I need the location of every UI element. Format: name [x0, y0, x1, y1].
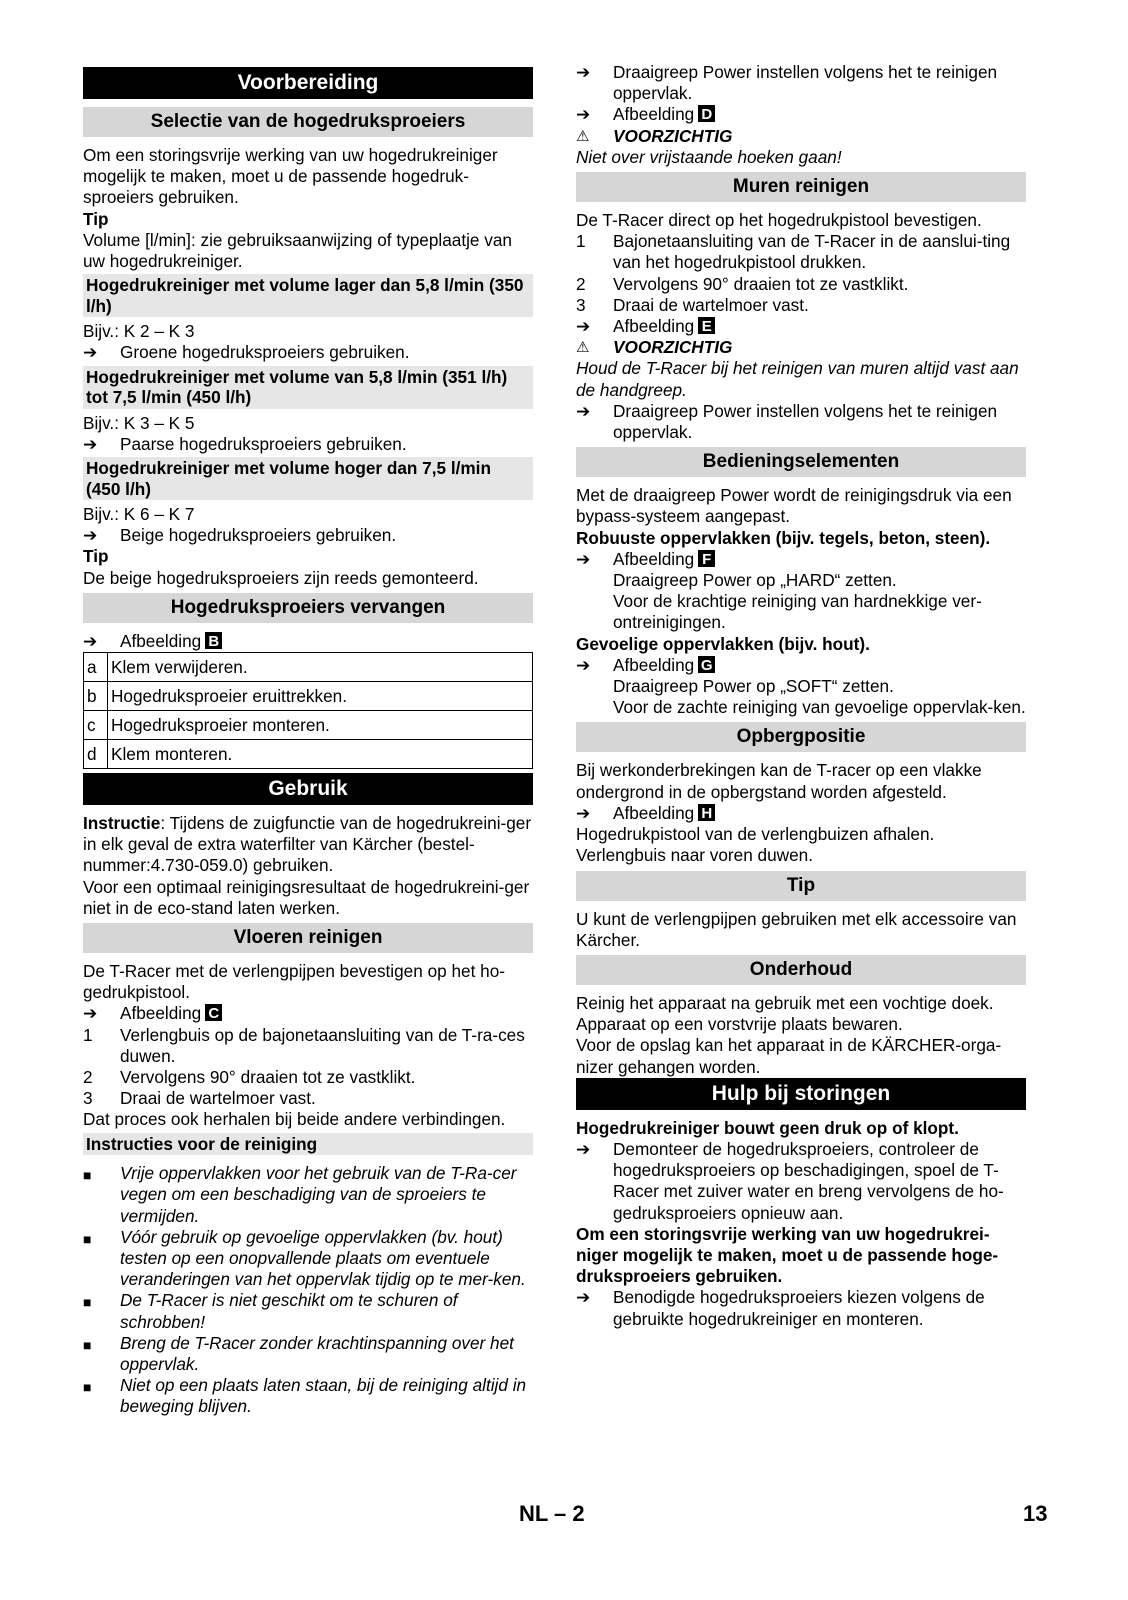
figure-reference: ➔ Afbeelding E: [576, 316, 1026, 337]
paragraph-select-intro: Om een storingsvrije werking van uw hogedrukreiniger mogelijk te maken, moet u de passende hogedruk-sproeiers gebruiken.: [83, 145, 498, 208]
paragraph-walls-intro: De T-Racer direct op het hogedrukpistool bevestigen.: [576, 210, 982, 231]
list-item: 1 Verlengbuis op de bajonetaansluiting van de T-ra-ces duwen.: [83, 1024, 525, 1066]
help-title: Hogedrukreiniger bouwt geen druk op of klopt.: [576, 1117, 959, 1138]
tip-text: De beige hogedruksproeiers zijn reeds gemonteerd.: [83, 567, 479, 588]
arrow-icon: ➔: [576, 105, 591, 125]
figure-badge: F: [698, 550, 715, 567]
left-column: [83, 67, 533, 1418]
warning-label: ⚠ VOORZICHTIG: [576, 337, 733, 358]
arrow-icon: ➔: [576, 317, 591, 337]
heading-selectie: Selectie van de hogedruksproeiers: [83, 107, 533, 137]
heading-opberg: Opbergpositie: [576, 722, 1026, 752]
example-low: Bijv.: K 2 – K 3: [83, 321, 195, 342]
figure-badge: E: [698, 317, 715, 334]
sensitive-line: Draaigreep Power op „SOFT“ zetten.: [613, 676, 894, 697]
steps-table: [83, 652, 533, 769]
figure-reference: ➔ Afbeelding G: [576, 655, 1026, 676]
tip-label: Tip: [83, 208, 109, 229]
list-item: 2 Vervolgens 90° draaien tot ze vastklikt.: [576, 273, 909, 294]
figure-reference: ➔ Afbeelding C: [83, 1003, 533, 1024]
storage-line: Hogedrukpistool van de verlengbuizen afhalen.: [576, 824, 935, 845]
help-title: Om een storingsvrije werking van uw hogedrukrei-niger mogelijk te maken, moet u de passende hoge-druksproeiers gebruiken.: [576, 1223, 999, 1287]
figure-badge: B: [205, 632, 222, 649]
arrow-icon: ➔: [576, 401, 591, 421]
warning-text: Houd de T-Racer bij het reinigen van muren altijd vast aan de handgreep.: [576, 358, 1019, 400]
arrow-icon: ➔: [83, 631, 98, 651]
heading-tip: Tip: [576, 871, 1026, 901]
list-item: ■ Vrije oppervlakken voor het gebruik van de T-Ra-cer vegen om een beschadiging van de sproeiers te vermijden.: [83, 1163, 517, 1226]
paragraph-storage-intro: Bij werkonderbrekingen kan de T-racer op een vlakke ondergrond in de opbergstand worden afgesteld.: [576, 760, 982, 802]
footer-page-number: 13: [1023, 1501, 1048, 1526]
figure-badge: C: [205, 1004, 222, 1021]
table-row: b Hogedruksproeier eruittrekken.: [84, 682, 533, 711]
list-item: ■ Vóór gebruik op gevoelige oppervlakken (bv. hout) testen op een onopvallende plaats om eventuele veranderingen van het oppervlak tijdig op te mer-ken.: [83, 1226, 526, 1290]
subheading-volume-mid: Hogedrukreiniger met volume van 5,8 l/min (351 l/h) tot 7,5 l/min (450 l/h): [83, 366, 533, 409]
robust-line: Draaigreep Power op „HARD“ zetten.: [613, 570, 897, 591]
subheading-volume-low: Hogedrukreiniger met volume lager dan 5,8 l/min (350 l/h): [83, 274, 533, 317]
sensitive-title: Gevoelige oppervlakken (bijv. hout).: [576, 633, 870, 654]
arrow-icon: ➔: [576, 655, 591, 675]
footer-language-page: NL – 2: [519, 1501, 585, 1526]
help-action: ➔ Benodigde hogedruksproeiers kiezen volgens de gebruikte hogedrukreiniger en monteren.: [576, 1287, 985, 1329]
paragraph-floor-outro: Dat proces ook herhalen bij beide andere verbindingen.: [83, 1109, 506, 1130]
robust-line: Voor de krachtige reiniging van hardnekkige ver-ontreinigingen.: [613, 591, 982, 633]
tip-text: U kunt de verlengpijpen gebruiken met elk accessoire van Kärcher.: [576, 908, 1017, 950]
warning-icon: ⚠: [576, 127, 590, 145]
figure-badge: H: [698, 804, 715, 821]
action-power-setting: ➔ Draaigreep Power instellen volgens het te reinigen oppervlak.: [576, 400, 998, 443]
arrow-icon: ➔: [576, 1288, 591, 1308]
storage-line: Verlengbuis naar voren duwen.: [576, 845, 813, 866]
action-beige: ➔ Beige hogedruksproeiers gebruiken.: [83, 525, 397, 546]
list-item: 1 Bajonetaansluiting van de T-Racer in de aanslui-ting van het hogedrukpistool drukken.: [576, 231, 1011, 273]
paragraph-instructie: Instructie: Tijdens de zuigfunctie van de hogedrukreini-ger in elk geval de extra waterfilter van Kärcher (bestel-nummer:4.730-059.0) gebruiken.: [83, 813, 532, 876]
arrow-icon: ➔: [576, 549, 591, 569]
right-column: [576, 62, 1026, 1330]
figure-reference: ➔ Afbeelding H: [576, 803, 1026, 824]
tip-text: Volume [l/min]: zie gebruiksaanwijzing of typeplaatje van uw hogedrukreiniger.: [83, 229, 512, 272]
subheading-volume-high: Hogedrukreiniger met volume hoger dan 7,5 l/min (450 l/h): [83, 457, 533, 500]
sensitive-line: Voor de zachte reiniging van gevoelige oppervlak-ken.: [613, 697, 1026, 718]
bullet-icon: ■: [83, 1167, 92, 1184]
list-item: 2 Vervolgens 90° draaien tot ze vastklikt.: [83, 1067, 416, 1088]
arrow-icon: ➔: [83, 1004, 98, 1024]
paragraph-eco: Voor een optimaal reinigingsresultaat de hogedrukreini-ger niet in de eco-stand laten werken.: [83, 876, 530, 918]
help-action: ➔ Demonteer de hogedruksproeiers, controleer de hogedruksproeiers op beschadigingen, spoel de T-Racer met zuiver water en breng vervolgens de ho-gedruksproeiers opnieuw aan.: [576, 1138, 1004, 1223]
maint-line: Voor de opslag kan het apparaat in de KÄRCHER-orga-nizer gehangen worden.: [576, 1035, 1002, 1077]
bullet-icon: ■: [83, 1230, 92, 1247]
arrow-icon: ➔: [576, 63, 591, 82]
example-mid: Bijv.: K 3 – K 5: [83, 412, 195, 433]
arrow-icon: ➔: [576, 803, 591, 823]
heading-vervangen: Hogedruksproeiers vervangen: [83, 593, 533, 623]
heading-muren: Muren reinigen: [576, 172, 1026, 202]
heading-voorbereiding: Voorbereiding: [83, 67, 533, 99]
arrow-icon: ➔: [83, 434, 98, 454]
list-item: ■ De T-Racer is niet geschikt om te schuren of schrobben!: [83, 1290, 458, 1332]
action-green: ➔ Groene hogedruksproeiers gebruiken.: [83, 342, 410, 363]
warning-text: Niet over vrijstaande hoeken gaan!: [576, 146, 842, 167]
heading-gebruik: Gebruik: [83, 773, 533, 805]
subheading-instructies: Instructies voor de reiniging: [83, 1133, 533, 1156]
tip-label: Tip: [83, 546, 109, 567]
table-row: a Klem verwijderen.: [84, 653, 533, 682]
warning-icon: ⚠: [576, 339, 590, 357]
robust-title: Robuuste oppervlakken (bijv. tegels, beton, steen).: [576, 527, 991, 548]
figure-reference: ➔ Afbeelding F: [576, 549, 1026, 570]
list-item: ■ Breng de T-Racer zonder krachtinspanning over het oppervlak.: [83, 1332, 514, 1375]
table-row: d Klem monteren.: [84, 740, 533, 769]
arrow-icon: ➔: [83, 526, 98, 546]
action-power-setting: ➔ Draaigreep Power instellen volgens het te reinigen oppervlak.: [576, 62, 998, 104]
warning-label: ⚠ VOORZICHTIG: [576, 125, 733, 146]
figure-badge: D: [698, 105, 715, 122]
arrow-icon: ➔: [83, 343, 98, 363]
figure-reference: ➔ Afbeelding B: [83, 631, 533, 652]
arrow-icon: ➔: [576, 1139, 591, 1159]
heading-bediening: Bedieningselementen: [576, 447, 1026, 477]
paragraph-controls-intro: Met de draaigreep Power wordt de reinigingsdruk via een bypass-systeem aangepast.: [576, 485, 1012, 527]
list-item: ■ Niet op een plaats laten staan, bij de reiniging altijd in beweging blijven.: [83, 1375, 527, 1417]
heading-hulp: Hulp bij storingen: [576, 1078, 1026, 1110]
figure-badge: G: [698, 656, 715, 673]
list-item: 3 Draai de wartelmoer vast.: [576, 294, 809, 315]
bullet-icon: ■: [83, 1294, 92, 1311]
table-row: c Hogedruksproeier monteren.: [84, 711, 533, 740]
maint-line: Reinig het apparaat na gebruik met een vochtige doek.: [576, 992, 994, 1013]
heading-vloeren: Vloeren reinigen: [83, 923, 533, 953]
bullet-icon: ■: [83, 1379, 92, 1396]
figure-reference: ➔ Afbeelding D: [576, 104, 1026, 125]
bullet-icon: ■: [83, 1336, 92, 1353]
maint-line: Apparaat op een vorstvrije plaats bewaren.: [576, 1014, 903, 1035]
paragraph-floor-intro: De T-Racer met de verlengpijpen bevestigen op het ho-gedrukpistool.: [83, 961, 505, 1003]
list-item: 3 Draai de wartelmoer vast.: [83, 1088, 316, 1109]
example-high: Bijv.: K 6 – K 7: [83, 504, 195, 525]
action-purple: ➔ Paarse hogedruksproeiers gebruiken.: [83, 433, 407, 454]
heading-onderhoud: Onderhoud: [576, 955, 1026, 985]
